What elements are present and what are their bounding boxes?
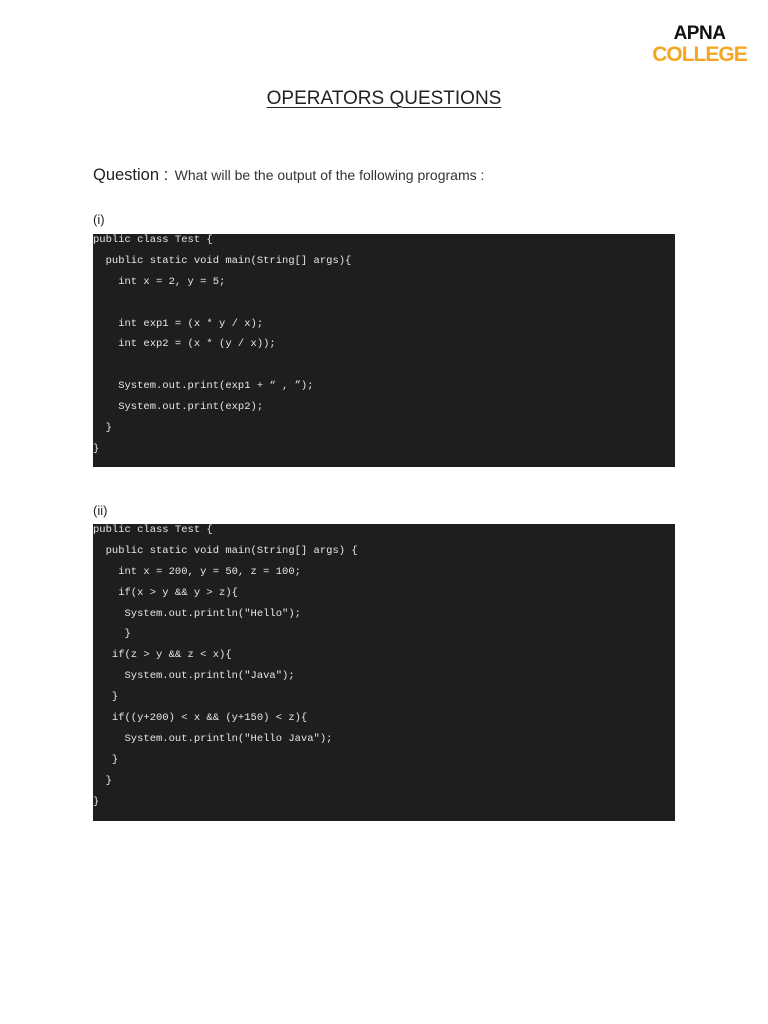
program-label-ii: (ii) (93, 503, 108, 518)
code-line: } (93, 795, 100, 808)
code-line: int x = 200, y = 50, z = 100; (93, 565, 301, 578)
code-line: int exp1 = (x * y / x); (93, 317, 264, 330)
page-title: OPERATORS QUESTIONS (266, 88, 502, 109)
code-line: public class Test { (93, 524, 213, 536)
program-label-i: (i) (93, 212, 105, 227)
code-line: System.out.print(exp1 + “ , ”); (93, 380, 314, 393)
code-line: public static void main(String[] args) { (93, 544, 358, 557)
code-line: if(z > y && z < x){ (93, 649, 232, 662)
code-line: System.out.println("Hello Java"); (93, 732, 333, 745)
logo-line-apna: APNA (673, 23, 726, 44)
question-label: Question : (93, 166, 169, 184)
code-line: } (93, 628, 131, 641)
code-line: public static void main(String[] args){ (93, 254, 352, 267)
code-line: System.out.print(exp2); (93, 401, 264, 414)
code-line: public class Test { (93, 234, 213, 246)
code-line: } (93, 753, 119, 766)
code-line: System.out.println("Hello"); (93, 607, 301, 620)
code-block-program-i (93, 234, 675, 467)
question (93, 166, 484, 185)
code-line: int x = 2, y = 5; (93, 275, 226, 288)
code-line: } (93, 442, 100, 455)
code-line (93, 359, 675, 380)
code-line: } (93, 774, 112, 787)
code-line (93, 297, 675, 318)
code-block-program-ii (93, 524, 675, 821)
code-line: if(x > y && y > z){ (93, 586, 238, 599)
logo-line-college: COLLEGE (652, 43, 747, 66)
code-line: System.out.println("Java"); (93, 670, 295, 683)
code-line: } (93, 422, 112, 435)
code-line: int exp2 = (x * (y / x)); (93, 338, 276, 351)
code-line: if((y+200) < x && (y+150) < z){ (93, 712, 308, 725)
code-line: } (93, 691, 119, 704)
question-text: What will be the output of the following programs : (174, 167, 485, 183)
apna-college-logo (652, 24, 747, 68)
